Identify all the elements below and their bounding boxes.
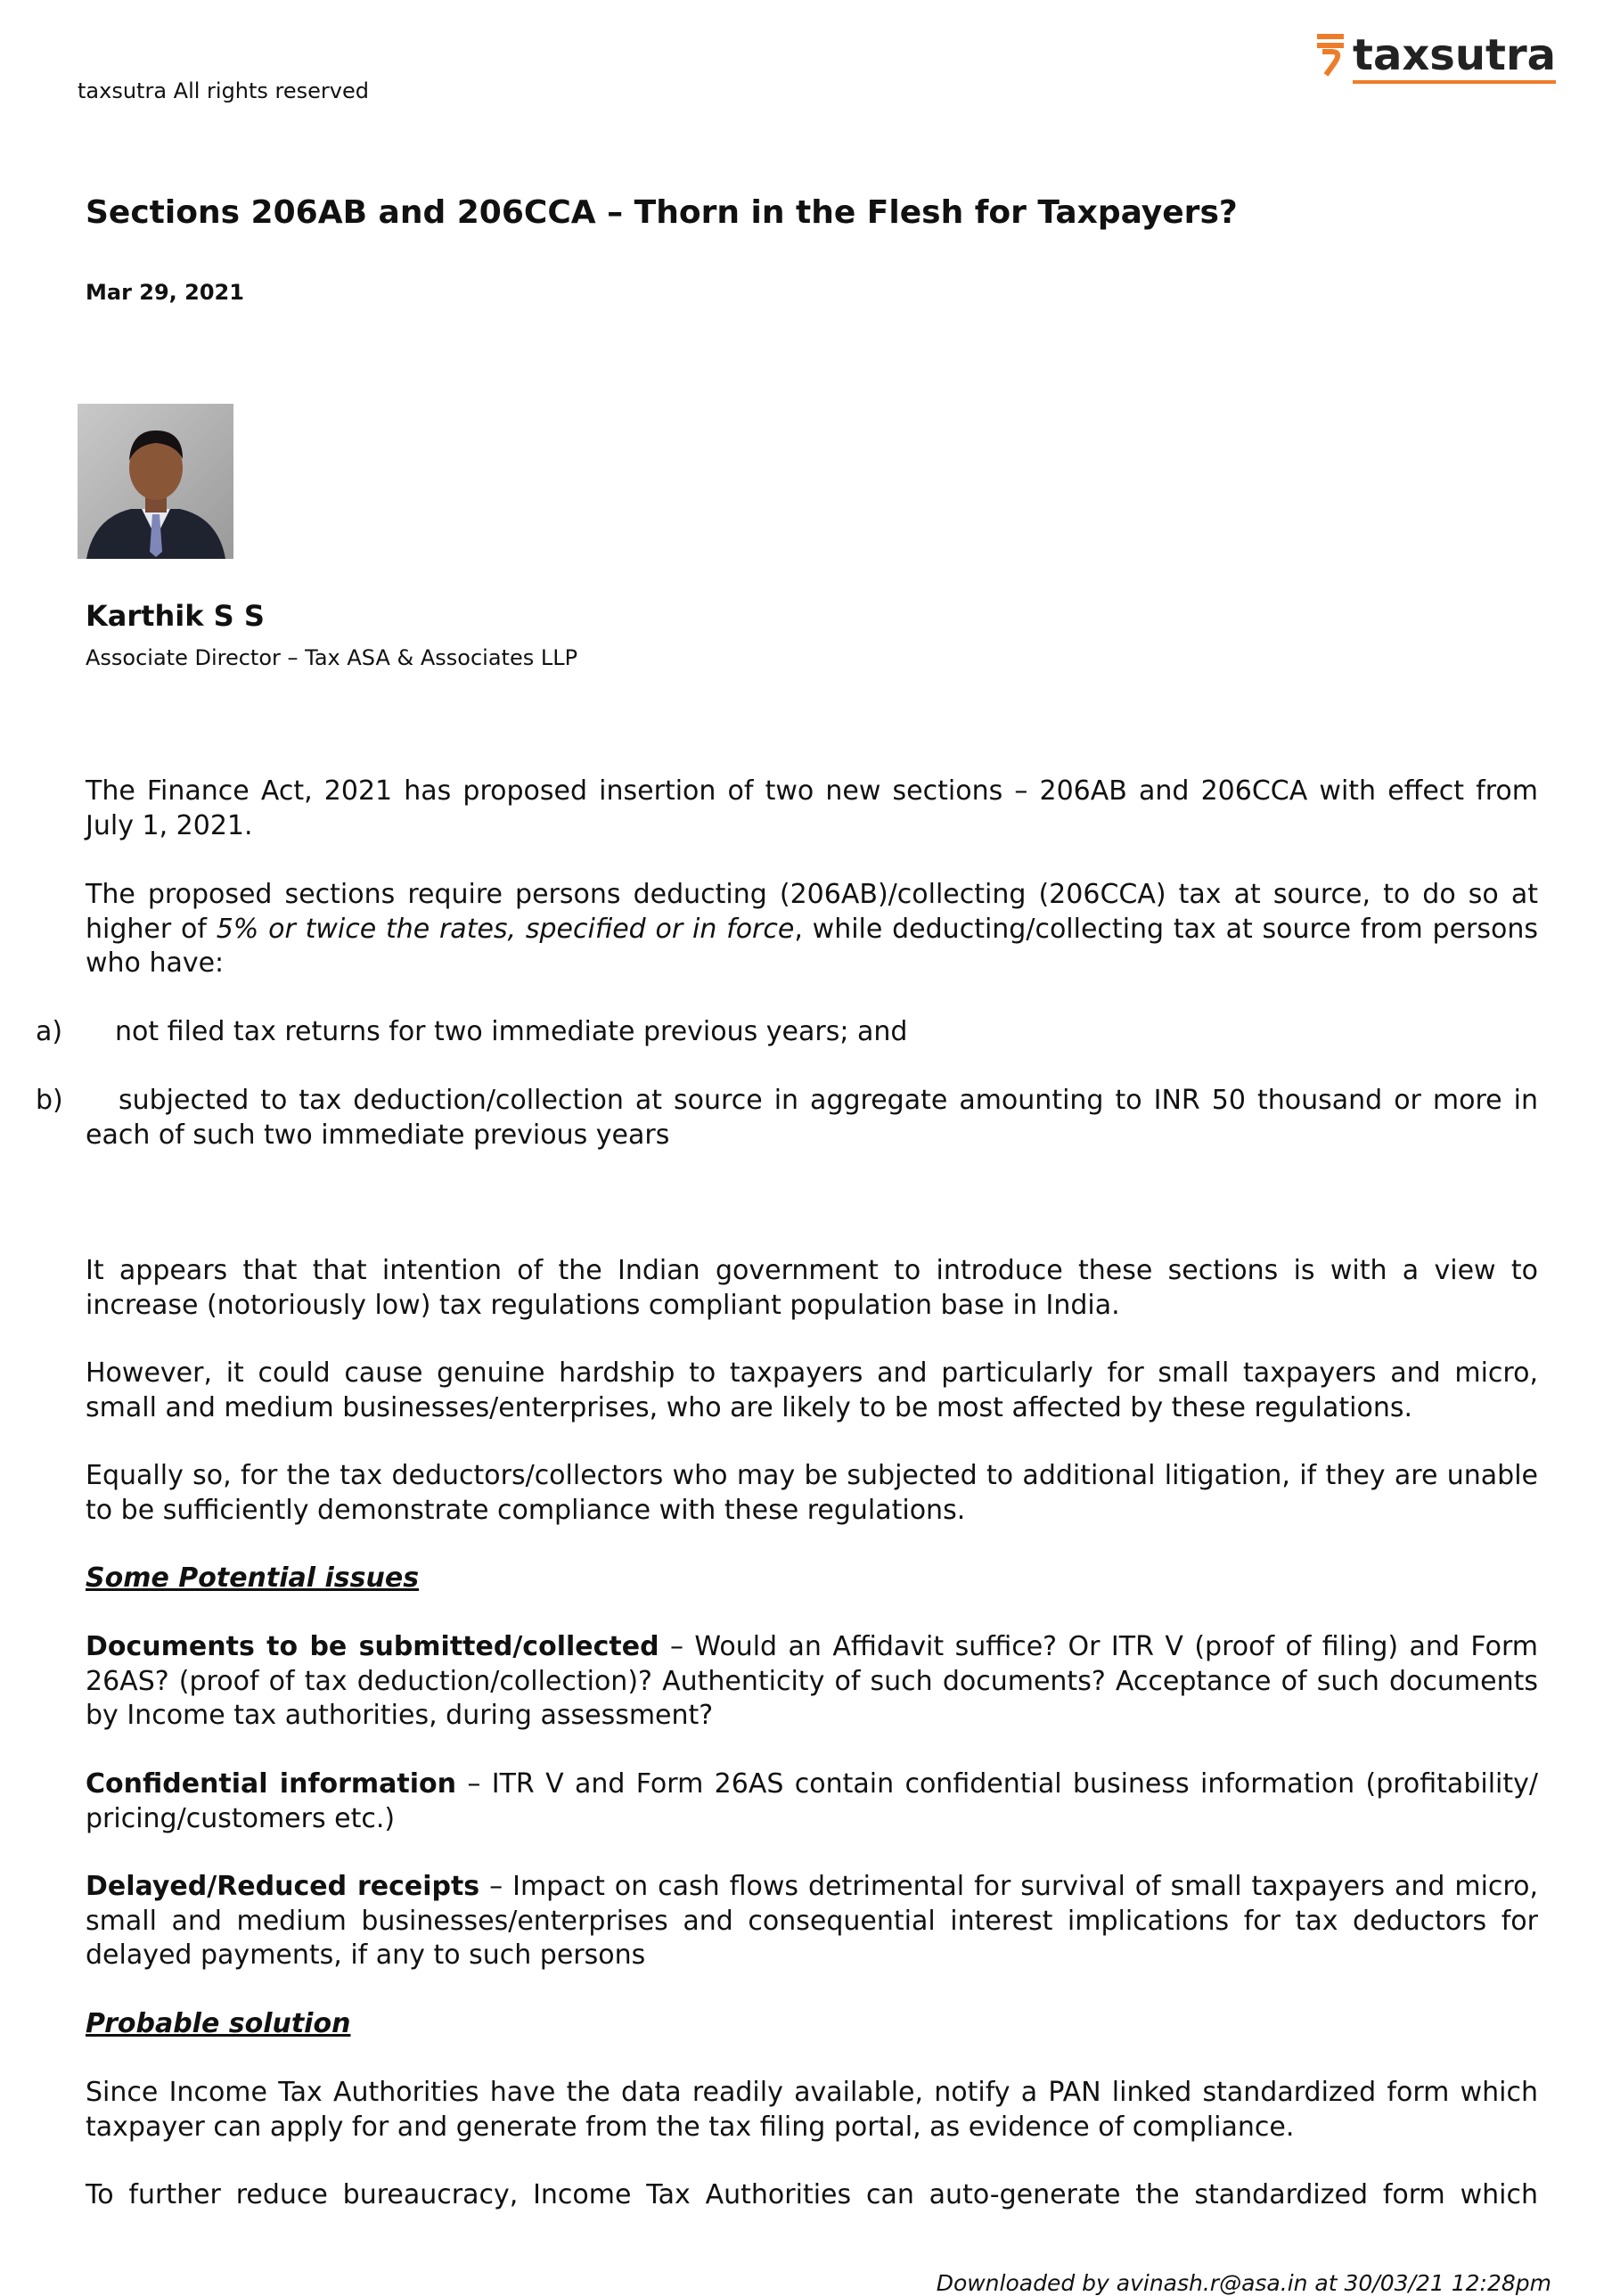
issue-label: Documents to be submitted/collected [86, 1631, 659, 1662]
section-heading-solution: Probable solution [86, 2008, 351, 2039]
paragraph-text: , while deducting/collecting tax at source from persons who have: [86, 913, 1538, 979]
paragraph-hardship: However, it could cause genuine hardship to taxpayers and particularly for small taxpayers and micro, small and medium businesses/enterprises, who are likely to be most affected by these regulations. [86, 1357, 1538, 1423]
paragraph-solution: Since Income Tax Authorities have the data readily available, notify a PAN linked standardized form which taxpayer can apply for and generate from the tax filing portal, as evidence of compliance. [86, 2077, 1538, 2143]
taxsutra-logo [1317, 30, 1556, 84]
article-title: Sections 206AB and 206CCA – Thorn in the Flesh for Taxpayers? [86, 194, 1238, 231]
issue-documents [86, 1630, 1538, 1734]
rights-notice: taxsutra All rights reserved [78, 78, 369, 103]
list-marker: b) [36, 1085, 63, 1116]
rupee-mark-icon [1317, 30, 1347, 77]
paragraph-government-intention: It appears that that intention of the Indian government to introduce these sections is with a view to increase (notoriously low) tax regulations compliant population base in India. [86, 1255, 1538, 1321]
paragraph-bureaucracy: To further reduce bureaucracy, Income Tax Authorities can auto-generate the standardized form which [86, 2179, 1538, 2210]
issue-label: Confidential information [86, 1768, 457, 1800]
author-name: Karthik S S [86, 599, 265, 633]
list-marker: a) [36, 1016, 63, 1047]
paragraph-litigation: Equally so, for the tax deductors/collectors who may be subjected to additional litigation, if they are unable to be sufficiently demonstrate compliance with these regulations. [86, 1460, 1538, 1526]
paragraph-intro: The Finance Act, 2021 has proposed insertion of two new sections – 206AB and 206CCA with effect from July 1, 2021. [86, 775, 1538, 841]
list-item-continuation: each of such two immediate previous years [86, 1119, 670, 1151]
issue-text: – ITR V and Form 26AS contain confidential business information (profitability/ pricing/customers etc.) [86, 1768, 1538, 1834]
article-date: Mar 29, 2021 [86, 280, 244, 305]
list-item-text: subjected to tax deduction/collection at source in aggregate amounting to INR 50 thousand or more in [119, 1085, 1538, 1116]
paragraph-text: The proposed sections require persons deducting (206AB)/collecting (206CCA) tax at source, to do so at higher of [86, 879, 1538, 945]
author-role: Associate Director – Tax ASA & Associates LLP [86, 645, 578, 670]
issue-text: – Impact on cash flows detrimental for survival of small taxpayers and micro, small and medium businesses/enterprises and consequential interest implications for tax deductors for delayed payments, if any to such persons [86, 1871, 1538, 1971]
list-item-text: not filed tax returns for two immediate previous years; and [115, 1016, 908, 1047]
issue-delayed-receipts [86, 1870, 1538, 1973]
issue-text: – Would an Affidavit suffice? Or ITR V (proof of filing) and Form 26AS? (proof of tax deduction/collection)? Authenticity of such documents? Acceptance of such documents by Income tax authorities, during assessment? [86, 1631, 1538, 1731]
logo-wordmark: taxsutra [1353, 30, 1556, 84]
issue-label: Delayed/Reduced receipts [86, 1871, 480, 1902]
section-heading-issues: Some Potential issues [86, 1562, 420, 1594]
download-footer: Downloaded by avinash.r@asa.in at 30/03/21 12:28pm [936, 2270, 1551, 2296]
issue-confidential [86, 1767, 1538, 1836]
author-photo [78, 404, 233, 559]
paragraph-proposed-sections [86, 878, 1538, 981]
paragraph-emphasis: 5% or twice the rates, specified or in force [216, 913, 795, 945]
